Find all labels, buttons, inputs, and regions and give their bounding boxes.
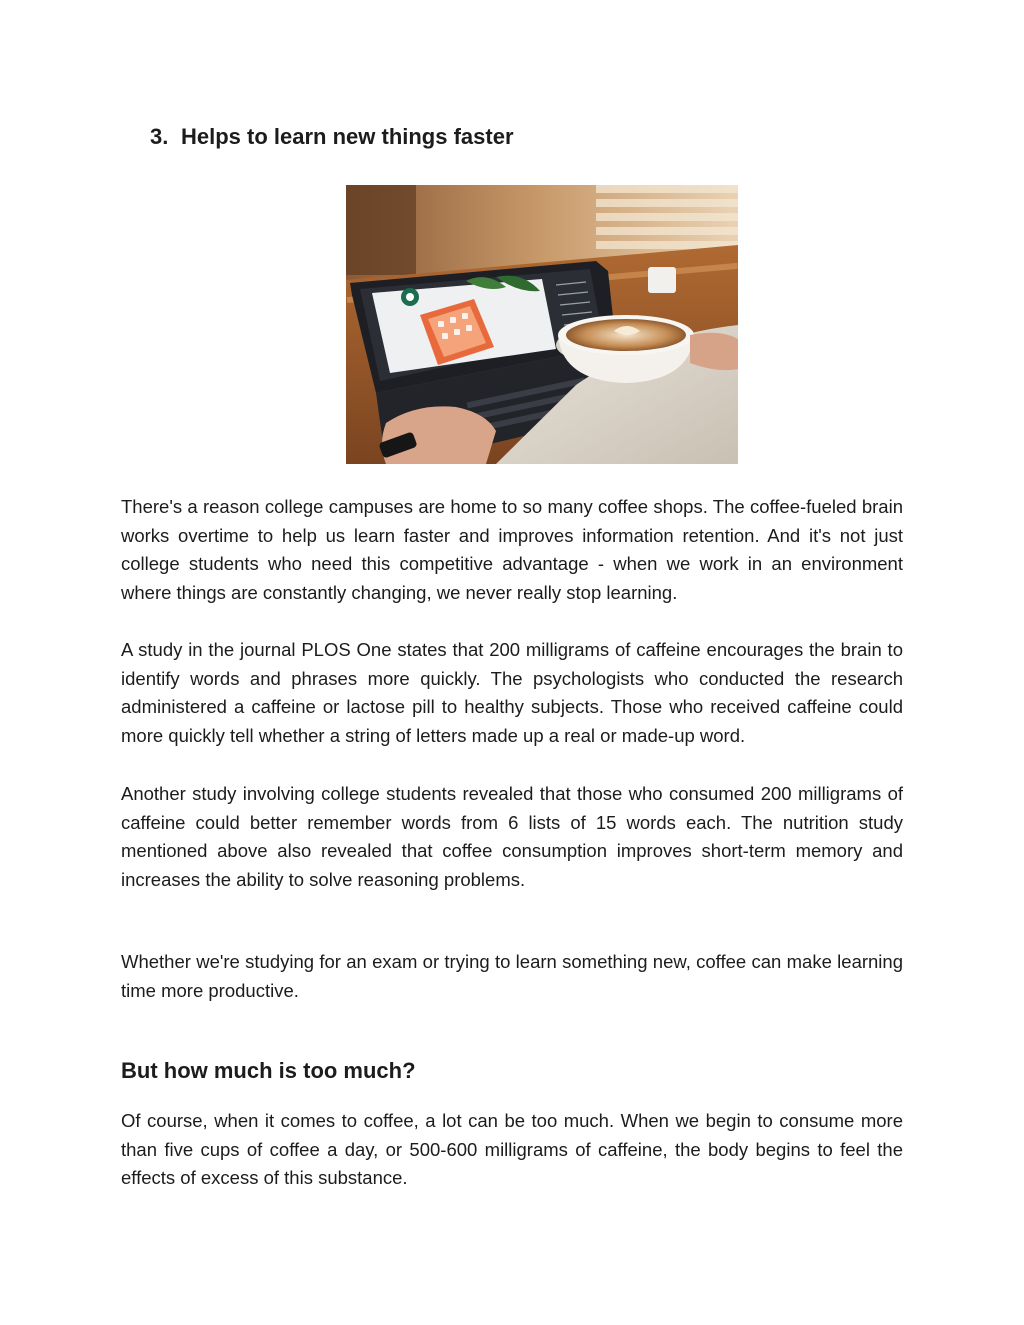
section-title: Helps to learn new things faster: [181, 124, 514, 149]
paragraph-plos-study: A study in the journal PLOS One states that 200 milligrams of caffeine encourages the brain to identify words and phrases more quickly. The psychologists who conducted the research administered a caffeine or lactose pill to healthy subjects. Those who received caffeine could more quickly tell whether a string of letters made up a real or made-up word.: [121, 639, 903, 747]
section-heading-how-much: But how much is too much?: [121, 1058, 416, 1083]
paragraph-learning-productive: Whether we're studying for an exam or trying to learn something new, coffee can make learning time more productive.: [121, 951, 903, 1001]
paragraph-campus-coffee: There's a reason college campuses are home to so many coffee shops. The coffee-fueled brain works overtime to help us learn faster and improves information retention. And it's not just college students who need this competitive advantage - when we work in an environment where things are constantly changing, we never really stop learning.: [121, 496, 903, 604]
paragraph-too-much: Of course, when it comes to coffee, a lot can be too much. When we begin to consume more than five cups of coffee a day, or 500-600 milligrams of caffeine, the body begins to feel the effects of excess of this substance.: [121, 1110, 903, 1189]
section-heading-3: [150, 122, 514, 152]
paragraph-college-study: Another study involving college students revealed that those who consumed 200 milligrams of caffeine could better remember words from 6 lists of 15 words each. The nutrition study mentioned above also revealed that coffee consumption improves short-term memory and increases the ability to solve reasoning problems.: [121, 783, 903, 891]
section-number: 3.: [150, 124, 169, 149]
coffee-tablet-photo: [346, 185, 738, 464]
